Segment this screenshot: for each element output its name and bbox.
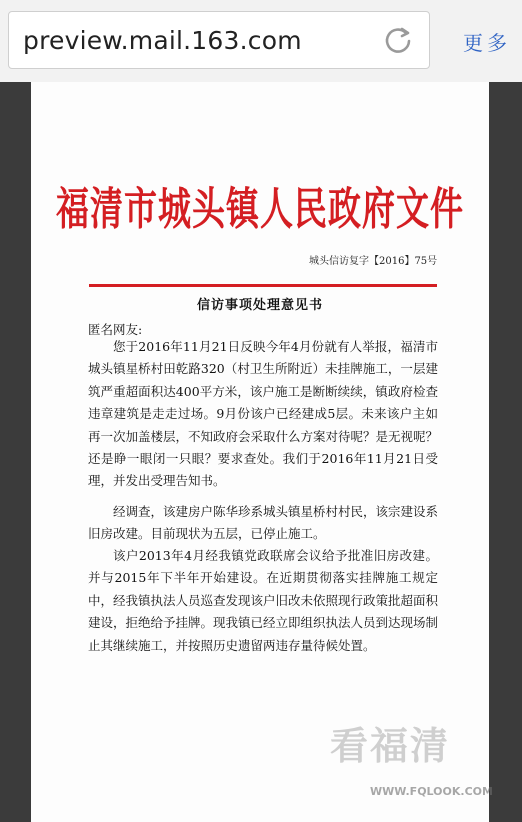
- document-header: 福清市城头镇人民政府文件: [56, 182, 464, 235]
- watermark-logo: 看福清: [330, 724, 451, 768]
- reload-icon[interactable]: [381, 24, 415, 58]
- more-button[interactable]: 更多: [463, 31, 511, 55]
- browser-top-bar: [0, 0, 522, 83]
- watermark-url: WWW.FQLOOK.COM: [370, 785, 493, 798]
- address-url[interactable]: preview.mail.163.com: [23, 26, 302, 55]
- document-title: 信访事项处理意见书: [196, 298, 323, 313]
- viewer-left-margin: [0, 82, 31, 822]
- paragraph-1: 您于2016年11月21日反映今年4月份就有人举报，福清市城头镇星桥村田乾路320（村卫生所附近）未挂牌施工，一层建筑严重超面积达400平方米，该户施工是断断续续，镇政府检查违章建筑是走走过场。9月份该户已经建成5层。未来该户主如再一次加盖楼层，不知政府会采取什么方案对待呢？是无视呢？还是睁一眼闭一只眼？要求查处。我们于2016年11月21日受理，并发出受理告知书。: [88, 339, 439, 489]
- watermark: [330, 715, 520, 815]
- viewer-right-margin: [489, 82, 522, 822]
- document-number: 城头信访复字【2016】75号: [309, 256, 438, 267]
- salutation: 匿名网友:: [88, 322, 143, 337]
- address-bar[interactable]: [8, 11, 430, 69]
- paragraph-3: 该户2013年4月经我镇党政联席会议给予批准旧房改建。并与2015年下半年开始建设。在近期贯彻落实挂牌施工规定中，经我镇执法人员巡查发现该户旧改未依照现行政策批超面积建设，拒绝给予挂牌。现我镇已经立即组织执法人员到达现场制止其继续施工，并按照历史遗留两违存量待候处置。: [88, 548, 439, 653]
- header-divider: [89, 284, 437, 287]
- document-page[interactable]: [31, 82, 489, 822]
- paragraph-2: 经调查，该建房户陈华珍系城头镇星桥村村民，该宗建设系旧房改建。目前现状为五层，已停止施工。: [88, 504, 439, 542]
